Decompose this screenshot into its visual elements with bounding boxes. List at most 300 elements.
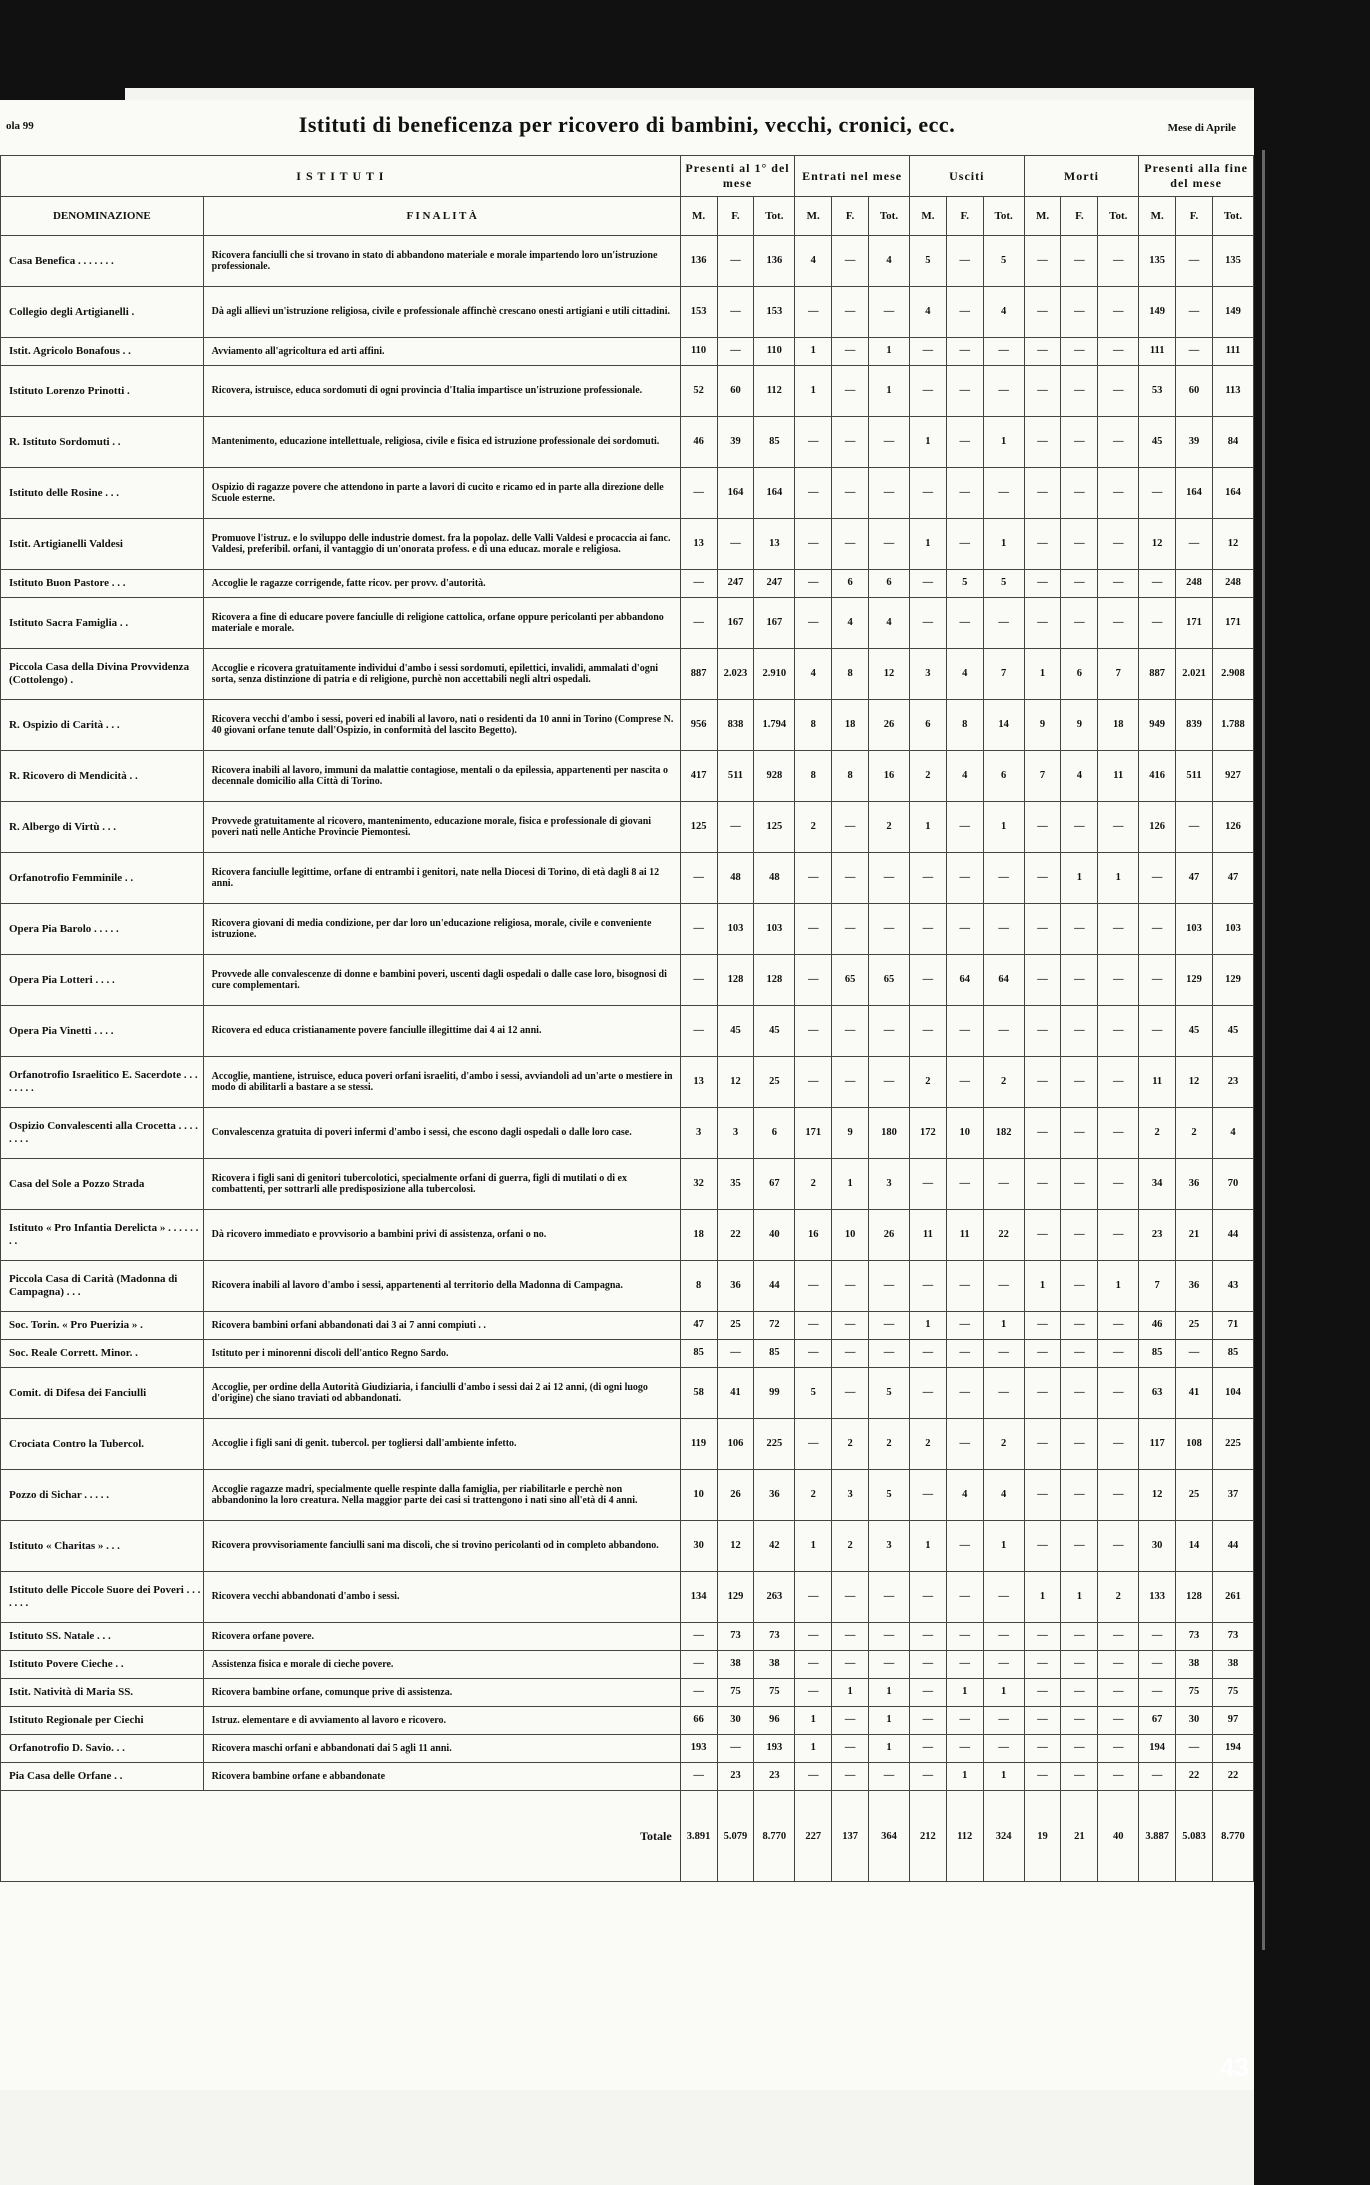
count-cell: — <box>983 338 1024 366</box>
count-cell: 22 <box>1176 1763 1213 1791</box>
count-cell: 38 <box>717 1651 754 1679</box>
institute-name: Orfanotrofio Femminile . . <box>1 853 204 904</box>
count-cell: 25 <box>754 1057 795 1108</box>
count-cell: 45 <box>754 1006 795 1057</box>
count-cell: 36 <box>717 1261 754 1312</box>
count-cell: — <box>983 1261 1024 1312</box>
count-cell: — <box>717 1340 754 1368</box>
count-cell: — <box>1098 236 1139 287</box>
table-row <box>1 751 1254 802</box>
count-cell: — <box>983 904 1024 955</box>
count-cell: — <box>717 802 754 853</box>
count-cell: — <box>946 598 983 649</box>
count-cell: 2.910 <box>754 649 795 700</box>
count-cell: 45 <box>717 1006 754 1057</box>
count-cell: — <box>869 1572 910 1623</box>
count-cell: — <box>909 1707 946 1735</box>
count-cell: — <box>832 1057 869 1108</box>
count-cell: — <box>946 468 983 519</box>
count-cell: 1 <box>795 366 832 417</box>
count-cell: — <box>1024 1159 1061 1210</box>
count-cell: 1 <box>983 802 1024 853</box>
count-cell: 248 <box>1212 570 1253 598</box>
count-cell: — <box>1098 1006 1139 1057</box>
count-cell: 2 <box>869 802 910 853</box>
page-number: 43 <box>1220 2052 1249 2082</box>
count-cell: 1 <box>869 338 910 366</box>
institute-purpose: Accoglie le ragazze corrigende, fatte ricov. per provv. d'autorità. <box>203 570 680 598</box>
institute-name: Piccola Casa di Carità (Madonna di Campagna) . . . <box>1 1261 204 1312</box>
count-cell: — <box>946 236 983 287</box>
table-row <box>1 236 1254 287</box>
count-cell: — <box>1098 366 1139 417</box>
count-cell: 10 <box>680 1470 717 1521</box>
count-cell: — <box>946 802 983 853</box>
count-cell: 6 <box>869 570 910 598</box>
institute-purpose: Istituto per i minorenni discoli dell'antico Regno Sardo. <box>203 1340 680 1368</box>
count-cell: — <box>680 1763 717 1791</box>
col-f: F. <box>717 197 754 236</box>
count-cell: 2 <box>983 1419 1024 1470</box>
institute-purpose: Accoglie i figli sani di genit. tubercol. per togliersi dall'ambiente infetto. <box>203 1419 680 1470</box>
count-cell: — <box>946 1159 983 1210</box>
count-cell: — <box>1024 1210 1061 1261</box>
count-cell: — <box>869 287 910 338</box>
count-cell: — <box>1098 1521 1139 1572</box>
count-cell: 2.908 <box>1212 649 1253 700</box>
count-cell: 41 <box>1176 1368 1213 1419</box>
count-cell: 128 <box>717 955 754 1006</box>
count-cell: — <box>1139 1006 1176 1057</box>
table-body <box>1 236 1254 1791</box>
count-cell: — <box>680 1006 717 1057</box>
count-cell: 416 <box>1139 751 1176 802</box>
count-cell: 194 <box>1139 1735 1176 1763</box>
count-cell: — <box>1061 955 1098 1006</box>
count-cell: 125 <box>680 802 717 853</box>
count-cell: 2 <box>795 802 832 853</box>
institute-name: Orfanotrofio Israelitico E. Sacerdote . . . . . . . . <box>1 1057 204 1108</box>
count-cell: 45 <box>1212 1006 1253 1057</box>
count-cell: — <box>1098 1735 1139 1763</box>
table-row <box>1 853 1254 904</box>
count-cell: 1 <box>909 1312 946 1340</box>
count-cell: — <box>946 1057 983 1108</box>
count-cell: 135 <box>1212 236 1253 287</box>
count-cell: 1 <box>795 1735 832 1763</box>
count-cell: — <box>983 1623 1024 1651</box>
count-cell: 1 <box>909 1521 946 1572</box>
count-cell: — <box>832 338 869 366</box>
count-cell: 1 <box>869 366 910 417</box>
count-cell: — <box>832 468 869 519</box>
count-cell: 128 <box>754 955 795 1006</box>
count-cell: 65 <box>869 955 910 1006</box>
institute-name: Istituto Regionale per Ciechi <box>1 1707 204 1735</box>
col-m: M. <box>795 197 832 236</box>
count-cell: 4 <box>832 598 869 649</box>
count-cell: — <box>680 1679 717 1707</box>
table-row <box>1 1419 1254 1470</box>
count-cell: 11 <box>1098 751 1139 802</box>
col-f: F. <box>1061 197 1098 236</box>
institute-name: Soc. Reale Corrett. Minor. . <box>1 1340 204 1368</box>
count-cell: — <box>946 1368 983 1419</box>
count-cell: 180 <box>869 1108 910 1159</box>
count-cell: 136 <box>754 236 795 287</box>
institute-name: Ospizio Convalescenti alla Crocetta . . . . . . . . <box>1 1108 204 1159</box>
count-cell: — <box>1098 802 1139 853</box>
count-cell: — <box>1139 1763 1176 1791</box>
count-cell: — <box>1098 1159 1139 1210</box>
count-cell: 153 <box>754 287 795 338</box>
count-cell: 247 <box>717 570 754 598</box>
institute-name: Istituto delle Rosine . . . <box>1 468 204 519</box>
count-cell: — <box>1061 1679 1098 1707</box>
table-row <box>1 1707 1254 1735</box>
institute-name: Istit. Agricolo Bonafous . . <box>1 338 204 366</box>
institute-name: Opera Pia Vinetti . . . . <box>1 1006 204 1057</box>
institute-purpose: Accoglie ragazze madri, specialmente quelle respinte dalla famiglia, per riabilitarle e perchè non abbandonino la loro creatura. Nella maggior parte dei casi si trattengono i nati sino all'età di 4 anni. <box>203 1470 680 1521</box>
count-cell: 247 <box>754 570 795 598</box>
count-cell: — <box>909 1651 946 1679</box>
count-cell: — <box>909 955 946 1006</box>
count-cell: 53 <box>1139 366 1176 417</box>
count-cell: — <box>869 1340 910 1368</box>
count-cell: — <box>909 1006 946 1057</box>
institute-name: Casa Benefica . . . . . . . <box>1 236 204 287</box>
table-row <box>1 519 1254 570</box>
count-cell: 32 <box>680 1159 717 1210</box>
count-cell: 73 <box>754 1623 795 1651</box>
institute-name: Soc. Torin. « Pro Puerizia » . <box>1 1312 204 1340</box>
morti-heading: Morti <box>1024 156 1139 197</box>
count-cell: 2 <box>1176 1108 1213 1159</box>
count-cell: — <box>1024 1108 1061 1159</box>
count-cell: 14 <box>1176 1521 1213 1572</box>
count-cell: 9 <box>832 1108 869 1159</box>
count-cell: — <box>1061 468 1098 519</box>
institute-purpose: Ricovera, istruisce, educa sordomuti di ogni provincia d'Italia impartisce un'istruzione professionale. <box>203 366 680 417</box>
count-cell: — <box>1098 598 1139 649</box>
presenti-inizio-heading: Presenti al 1° del mese <box>680 156 795 197</box>
count-cell: 1 <box>983 1521 1024 1572</box>
count-cell: — <box>946 1340 983 1368</box>
count-cell: — <box>1061 802 1098 853</box>
count-cell: 5 <box>869 1470 910 1521</box>
finalita-heading: F I N A L I T À <box>203 197 680 236</box>
count-cell: — <box>795 1312 832 1340</box>
count-cell: 1 <box>832 1159 869 1210</box>
count-cell: — <box>1024 366 1061 417</box>
count-cell: 36 <box>1176 1261 1213 1312</box>
count-cell: — <box>1098 1057 1139 1108</box>
col-tot: Tot. <box>754 197 795 236</box>
table-row <box>1 1108 1254 1159</box>
count-cell: 949 <box>1139 700 1176 751</box>
institute-purpose: Ricovera inabili al lavoro d'ambo i sessi, appartenenti al territorio della Madonna di Campagna. <box>203 1261 680 1312</box>
count-cell: 153 <box>680 287 717 338</box>
count-cell: 1 <box>946 1763 983 1791</box>
count-cell: 12 <box>717 1057 754 1108</box>
count-cell: — <box>909 1735 946 1763</box>
count-cell: — <box>1061 1108 1098 1159</box>
count-cell: 927 <box>1212 751 1253 802</box>
count-cell: — <box>1024 955 1061 1006</box>
usciti-heading: Usciti <box>909 156 1024 197</box>
count-cell: — <box>869 904 910 955</box>
page-title: Istituti di beneficenza per ricovero di bambini, vecchi, cronici, ecc. <box>298 112 956 137</box>
count-cell: — <box>909 1679 946 1707</box>
count-cell: 113 <box>1212 366 1253 417</box>
count-cell: — <box>1024 1470 1061 1521</box>
count-cell: — <box>909 598 946 649</box>
count-cell: — <box>795 570 832 598</box>
presenti-fine-heading: Presenti alla fine del mese <box>1139 156 1254 197</box>
istituti-heading: I S T I T U T I <box>1 156 681 197</box>
count-cell: — <box>832 287 869 338</box>
count-cell: 956 <box>680 700 717 751</box>
count-cell: 9 <box>1061 700 1098 751</box>
institute-name: Istituto Povere Cieche . . <box>1 1651 204 1679</box>
count-cell: — <box>1061 1006 1098 1057</box>
institute-name: R. Istituto Sordomuti . . <box>1 417 204 468</box>
count-cell: — <box>1024 519 1061 570</box>
count-cell: 5 <box>795 1368 832 1419</box>
count-cell: — <box>1061 1368 1098 1419</box>
count-cell: 167 <box>754 598 795 649</box>
count-cell: 34 <box>1139 1159 1176 1210</box>
count-cell: 171 <box>1176 598 1213 649</box>
count-cell: — <box>795 1419 832 1470</box>
count-cell: 2 <box>983 1057 1024 1108</box>
count-cell: 171 <box>795 1108 832 1159</box>
count-cell: — <box>1061 1763 1098 1791</box>
count-cell: 7 <box>983 649 1024 700</box>
count-cell: 4 <box>946 751 983 802</box>
count-cell: — <box>832 904 869 955</box>
count-cell: 37 <box>1212 1470 1253 1521</box>
count-cell: — <box>909 1261 946 1312</box>
count-cell: — <box>832 1340 869 1368</box>
institute-purpose: Dà agli allievi un'istruzione religiosa, civile e professionale affinchè crescano onesti artigiani e utili cittadini. <box>203 287 680 338</box>
count-cell: — <box>1024 1679 1061 1707</box>
count-cell: 135 <box>1139 236 1176 287</box>
col-tot: Tot. <box>1098 197 1139 236</box>
count-cell: 5 <box>983 570 1024 598</box>
count-cell: 30 <box>717 1707 754 1735</box>
count-cell: 1.794 <box>754 700 795 751</box>
institute-purpose: Ricovera vecchi abbandonati d'ambo i sessi. <box>203 1572 680 1623</box>
count-cell: — <box>869 1057 910 1108</box>
denominazione-heading: DENOMINAZIONE <box>1 197 204 236</box>
institute-purpose: Ricovera i figli sani di genitori tubercolotici, specialmente orfani di guerra, figli di mutilati o di ex combattenti, per sottrarli alle predisposizione alla tubercolosi. <box>203 1159 680 1210</box>
count-cell: 6 <box>1061 649 1098 700</box>
count-cell: 4 <box>946 1470 983 1521</box>
count-cell: 96 <box>754 1707 795 1735</box>
count-cell: — <box>1176 1735 1213 1763</box>
count-cell: — <box>909 1340 946 1368</box>
count-cell: — <box>1061 1261 1098 1312</box>
count-cell: 3 <box>832 1470 869 1521</box>
count-cell: — <box>680 955 717 1006</box>
table-row <box>1 1735 1254 1763</box>
count-cell: 2.021 <box>1176 649 1213 700</box>
count-cell: 84 <box>1212 417 1253 468</box>
count-cell: 103 <box>754 904 795 955</box>
institute-name: Collegio degli Artigianelli . <box>1 287 204 338</box>
institute-name: R. Ricovero di Mendicità . . <box>1 751 204 802</box>
table-row <box>1 1572 1254 1623</box>
count-cell: 16 <box>795 1210 832 1261</box>
count-cell: 1 <box>1098 853 1139 904</box>
count-cell: 6 <box>909 700 946 751</box>
count-cell: 129 <box>1176 955 1213 1006</box>
count-cell: 149 <box>1139 287 1176 338</box>
count-cell: — <box>946 1419 983 1470</box>
count-cell: 75 <box>1176 1679 1213 1707</box>
table-row <box>1 955 1254 1006</box>
count-cell: 67 <box>1139 1707 1176 1735</box>
institute-name: Istituto « Charitas » . . . <box>1 1521 204 1572</box>
count-cell: 164 <box>717 468 754 519</box>
count-cell: 16 <box>869 751 910 802</box>
count-cell: 2 <box>832 1521 869 1572</box>
count-cell: 44 <box>754 1261 795 1312</box>
count-cell: — <box>1061 1651 1098 1679</box>
count-cell: 2 <box>795 1159 832 1210</box>
count-cell: 172 <box>909 1108 946 1159</box>
count-cell: — <box>909 1368 946 1419</box>
count-cell: 38 <box>1176 1651 1213 1679</box>
count-cell: — <box>1098 1108 1139 1159</box>
count-cell: — <box>1061 1312 1098 1340</box>
count-cell: 12 <box>1139 519 1176 570</box>
count-cell: 126 <box>1139 802 1176 853</box>
count-cell: — <box>795 1057 832 1108</box>
count-cell: 1 <box>909 802 946 853</box>
institute-name: Istituto Sacra Famiglia . . <box>1 598 204 649</box>
count-cell: 85 <box>1212 1340 1253 1368</box>
count-cell: 5 <box>869 1368 910 1419</box>
count-cell: — <box>680 904 717 955</box>
col-f: F. <box>1176 197 1213 236</box>
count-cell: — <box>1098 1707 1139 1735</box>
scan-border-corner <box>0 0 125 100</box>
count-cell: 4 <box>983 1470 1024 1521</box>
institute-purpose: Accoglie e ricovera gratuitamente individui d'ambo i sessi sordomuti, epilettici, invalidi, ammalati d'ogni sorta, senza distinzione di patria e di religione, purchè non accettabili negli altri ospedali. <box>203 649 680 700</box>
count-cell: — <box>795 1651 832 1679</box>
count-cell: 225 <box>1212 1419 1253 1470</box>
count-cell: — <box>680 1623 717 1651</box>
count-cell: — <box>946 904 983 955</box>
count-cell: — <box>832 1572 869 1623</box>
count-cell: 63 <box>1139 1368 1176 1419</box>
count-cell: 2 <box>832 1419 869 1470</box>
count-cell: 47 <box>680 1312 717 1340</box>
institute-purpose: Ricovera giovani di media condizione, per dar loro un'educazione religiosa, morale, civile e conveniente istruzione. <box>203 904 680 955</box>
count-cell: 43 <box>1212 1261 1253 1312</box>
total-cell: 212 <box>909 1791 946 1882</box>
count-cell: 25 <box>717 1312 754 1340</box>
institute-name: Orfanotrofio D. Savio. . . <box>1 1735 204 1763</box>
count-cell: — <box>983 598 1024 649</box>
count-cell: 11 <box>1139 1057 1176 1108</box>
total-cell: 3.887 <box>1139 1791 1176 1882</box>
count-cell: 70 <box>1212 1159 1253 1210</box>
count-cell: 6 <box>754 1108 795 1159</box>
count-cell: — <box>795 955 832 1006</box>
count-cell: — <box>795 904 832 955</box>
institute-purpose: Istruz. elementare e di avviamento al lavoro e ricovero. <box>203 1707 680 1735</box>
count-cell: 42 <box>754 1521 795 1572</box>
table-row <box>1 417 1254 468</box>
count-cell: — <box>1098 955 1139 1006</box>
count-cell: 73 <box>1212 1623 1253 1651</box>
count-cell: — <box>1139 904 1176 955</box>
count-cell: 6 <box>983 751 1024 802</box>
count-cell: — <box>983 1340 1024 1368</box>
count-cell: — <box>1176 802 1213 853</box>
col-tot: Tot. <box>1212 197 1253 236</box>
count-cell: — <box>680 468 717 519</box>
count-cell: 85 <box>1139 1340 1176 1368</box>
table-row <box>1 1623 1254 1651</box>
table-row <box>1 1651 1254 1679</box>
col-tot: Tot. <box>869 197 910 236</box>
count-cell: — <box>1098 570 1139 598</box>
count-cell: — <box>909 1763 946 1791</box>
count-cell: — <box>983 468 1024 519</box>
count-cell: 60 <box>717 366 754 417</box>
count-cell: 52 <box>680 366 717 417</box>
count-cell: 71 <box>1212 1312 1253 1340</box>
count-cell: — <box>983 853 1024 904</box>
institute-purpose: Ricovera ed educa cristianamente povere fanciulle illegittime dai 4 ai 12 anni. <box>203 1006 680 1057</box>
institute-purpose: Ricovera bambini orfani abbandonati dai 3 ai 7 anni compiuti . . <box>203 1312 680 1340</box>
count-cell: — <box>1024 1057 1061 1108</box>
count-cell: 261 <box>1212 1572 1253 1623</box>
count-cell: — <box>1098 1470 1139 1521</box>
count-cell: 1 <box>1024 1572 1061 1623</box>
col-f: F. <box>832 197 869 236</box>
table-row <box>1 1210 1254 1261</box>
institute-name: Comit. di Difesa dei Fanciulli <box>1 1368 204 1419</box>
count-cell: — <box>1098 1210 1139 1261</box>
institute-purpose: Ricovera fanciulle legittime, orfane di entrambi i genitori, nate nella Diocesi di Torino, di età dagli 8 ai 12 anni. <box>203 853 680 904</box>
count-cell: 25 <box>1176 1470 1213 1521</box>
count-cell: — <box>946 1735 983 1763</box>
count-cell: 164 <box>754 468 795 519</box>
count-cell: 2 <box>909 1057 946 1108</box>
count-cell: — <box>1061 904 1098 955</box>
count-cell: 4 <box>795 649 832 700</box>
institute-purpose: Ricovera fanciulli che si trovano in stato di abbandono materiale e morale impartendo loro un'istruzione professionale. <box>203 236 680 287</box>
count-cell: — <box>869 1651 910 1679</box>
count-cell: 21 <box>1176 1210 1213 1261</box>
count-cell: 67 <box>754 1159 795 1210</box>
count-cell: 11 <box>909 1210 946 1261</box>
count-cell: 36 <box>754 1470 795 1521</box>
count-cell: 134 <box>680 1572 717 1623</box>
count-cell: — <box>1061 1340 1098 1368</box>
table-row <box>1 1057 1254 1108</box>
count-cell: 12 <box>1176 1057 1213 1108</box>
count-cell: — <box>1176 1340 1213 1368</box>
institute-purpose: Provvede gratuitamente al ricovero, mantenimento, educazione morale, fisica e professionale di giovani poveri nati nelle Antiche Provincie Piemontesi. <box>203 802 680 853</box>
count-cell: 887 <box>1139 649 1176 700</box>
table-row <box>1 1368 1254 1419</box>
